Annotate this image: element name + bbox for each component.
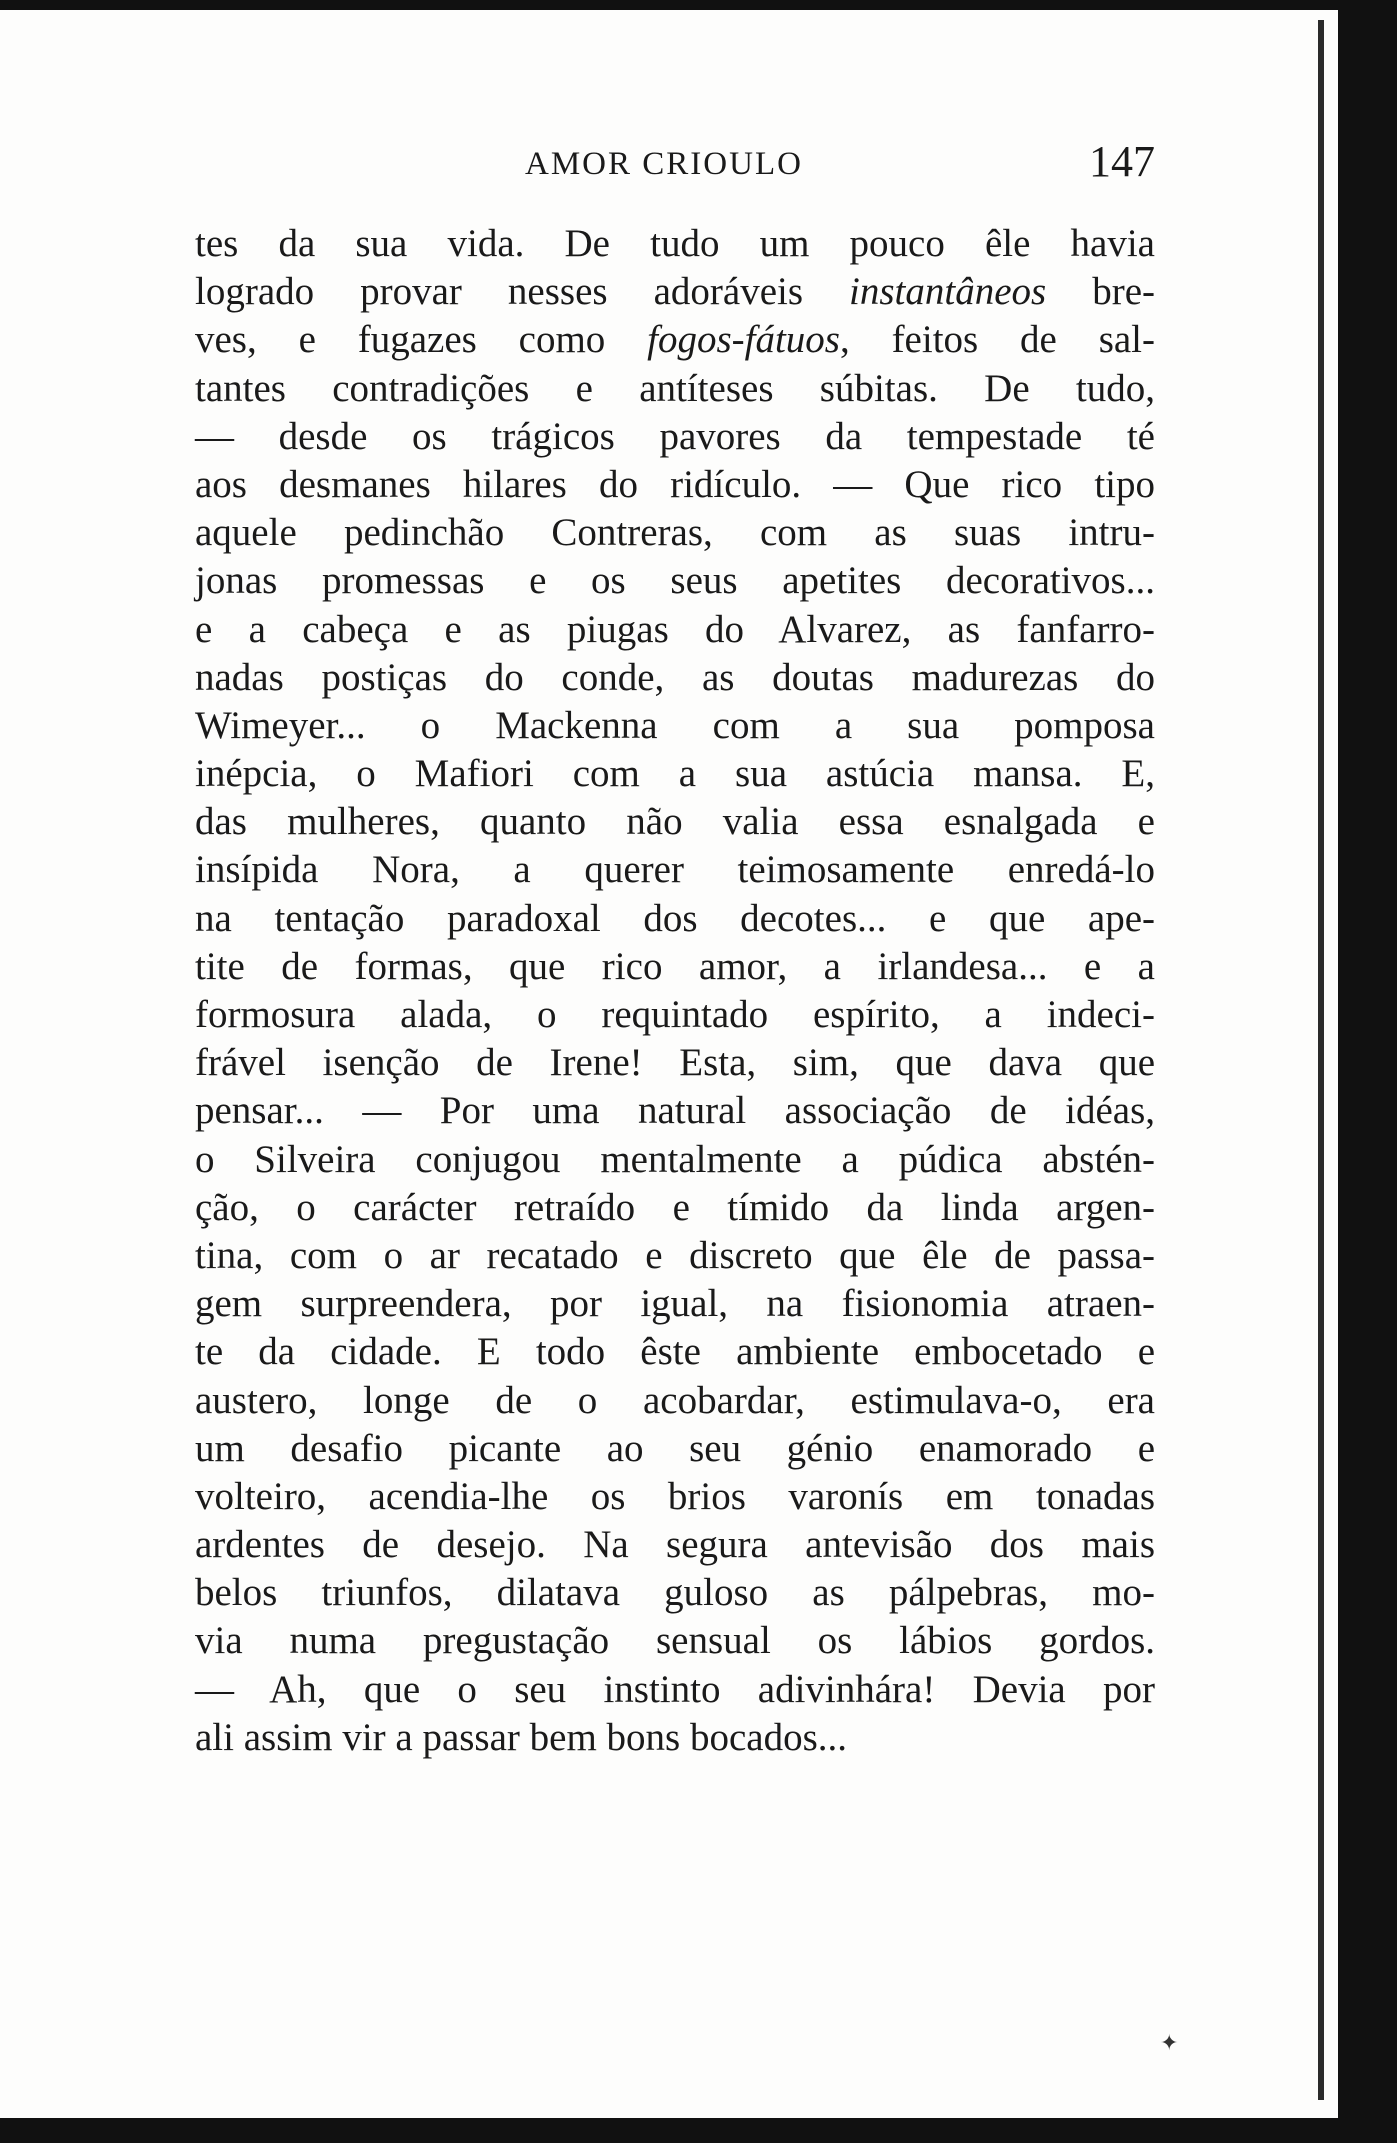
scan-speck-icon: ✦ — [1160, 2030, 1179, 2055]
page-header — [195, 136, 1155, 196]
text-line: volteiro, acendia-lhe os brios varonís em tonadas — [195, 1474, 1155, 1518]
text-line: gem surpreendera, por igual, na fisionomia atraen- — [195, 1282, 1155, 1326]
text-line: um desafio picante ao seu génio enamorado e — [195, 1426, 1155, 1470]
text-line: aos desmanes hilares do ridículo. — Que rico tipo — [195, 462, 1155, 506]
text-line: — desde os trágicos pavores da tempestade té — [195, 414, 1155, 458]
text-line: tina, com o ar recatado e discreto que êle de passa- — [195, 1233, 1155, 1277]
text-line: pensar... — Por uma natural associação de idéas, — [195, 1089, 1155, 1133]
text-line: ali assim vir a passar bem bons bocados... — [195, 1715, 848, 1759]
scan-border-right-inner — [1318, 20, 1324, 2100]
italic-term: fogos-fátuos — [647, 318, 840, 362]
text-fragment: logrado provar nesses adoráveis — [195, 270, 850, 314]
text-line: tes da sua vida. De tudo um pouco êle havia — [195, 222, 1155, 265]
text-line: nadas postiças do conde, as doutas madurezas do — [195, 655, 1155, 699]
body-text — [195, 220, 1155, 1762]
text-line: belos triunfos, dilatava guloso as pálpebras, mo- — [195, 1571, 1155, 1615]
running-title: AMOR CRIOULO — [525, 146, 803, 182]
text-line: formosura alada, o requintado espírito, a indeci- — [195, 993, 1155, 1036]
text-line: austero, longe de o acobardar, estimulava-o, era — [195, 1378, 1155, 1422]
scan-border-top — [0, 0, 1397, 10]
text-fragment: ves, e fugazes como — [195, 318, 648, 362]
text-line: o Silveira conjugou mentalmente a púdica abstén- — [195, 1137, 1155, 1181]
text-line: via numa pregustação sensual os lábios gordos. — [195, 1619, 1155, 1663]
text-line: e a cabeça e as piugas do Alvarez, as fanfarro- — [195, 607, 1155, 651]
page-number: 147 — [1089, 137, 1155, 186]
text-line: frável isenção de Irene! Esta, sim, que dava que — [195, 1041, 1155, 1085]
text-line: te da cidade. E todo êste ambiente embocetado e — [195, 1330, 1155, 1374]
text-line: na tentação paradoxal dos decotes... e que ape- — [195, 896, 1155, 940]
text-line — [195, 316, 1155, 364]
text-line: Wimeyer... o Mackenna com a sua pomposa — [195, 703, 1155, 747]
scan-border-bottom — [0, 2118, 1397, 2143]
text-line: inépcia, o Mafiori com a sua astúcia mansa. E, — [195, 752, 1155, 796]
italic-term: instantâneos — [849, 270, 1047, 314]
text-line: tite de formas, que rico amor, a irlandesa... e a — [195, 944, 1155, 988]
text-line: ção, o carácter retraído e tímido da linda argen- — [195, 1185, 1155, 1229]
scan-border-right — [1338, 0, 1397, 2143]
text-fragment: bre- — [1046, 270, 1155, 314]
text-line: jonas promessas e os seus apetites decorativos... — [195, 559, 1155, 603]
text-line: aquele pedinchão Contreras, com as suas intru- — [195, 511, 1155, 555]
text-line: ardentes de desejo. Na segura antevisão dos mais — [195, 1523, 1155, 1567]
text-fragment: , feitos de sal- — [839, 318, 1155, 362]
text-line — [195, 268, 1155, 316]
text-line: tantes contradições e antíteses súbitas. De tudo, — [195, 366, 1155, 410]
text-line: das mulheres, quanto não valia essa esnalgada e — [195, 800, 1155, 844]
text-line: — Ah, que o seu instinto adivinhára! Devia por — [195, 1667, 1155, 1711]
text-line: insípida Nora, a querer teimosamente enredá-lo — [195, 848, 1155, 892]
